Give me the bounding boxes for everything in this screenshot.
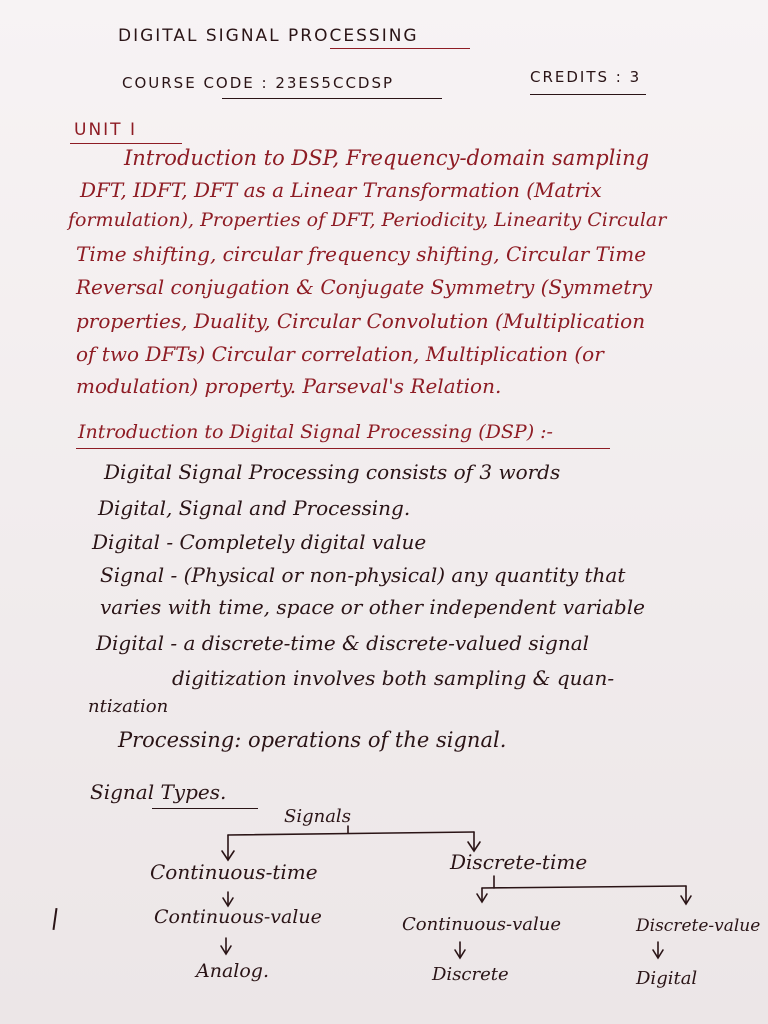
signal-types-heading: Signal Types. [90,780,227,804]
course-code: COURSE CODE : 23ES5CCDSP [122,74,395,92]
unit-heading: UNIT I [74,120,137,140]
intro-line: varies with time, space or other independent variable [100,595,645,619]
tree-discrete-value-label: Discrete-value [636,916,761,936]
page-title: DIGITAL SIGNAL PROCESSING [118,26,419,46]
syllabus-line: Introduction to DSP, Frequency-domain sampling [124,146,650,170]
intro-line: Digital - Completely digital value [92,530,427,554]
syllabus-line: Reversal conjugation & Conjugate Symmetry (Symmetry [76,275,653,299]
intro-line: ntization [88,696,169,717]
intro-line: Digital Signal Processing consists of 3 words [104,460,561,484]
tree-digital-label: Digital [636,968,698,989]
tree-discrete-continuous-value-label: Continuous-value [402,914,562,935]
intro-line: digitization involves both sampling & quan- [172,666,615,690]
syllabus-line: properties, Duality, Circular Convolution (Multiplication [76,309,646,333]
intro-line: Signal - (Physical or non-physical) any quantity that [100,563,626,587]
syllabus-line: Time shifting, circular frequency shifting, Circular Time [76,242,647,266]
syllabus-line: modulation) property. Parseval's Relation. [76,374,502,398]
intro-line: Digital - a discrete-time & discrete-valued signal [96,631,590,655]
syllabus-line: DFT, IDFT, DFT as a Linear Transformation (Matrix [80,178,602,202]
tree-discrete-time-label: Discrete-time [450,850,588,874]
tree-root-label: Signals [284,806,351,827]
intro-line: Processing: operations of the signal. [118,728,507,752]
tree-continuous-time-label: Continuous-time [150,860,318,884]
intro-line: Digital, Signal and Processing. [98,496,411,520]
intro-heading: Introduction to Digital Signal Processing (DSP) :- [78,421,553,443]
credits: CREDITS : 3 [530,68,642,86]
syllabus-line: of two DFTs) Circular correlation, Multiplication (or [76,342,604,366]
tree-discrete-label: Discrete [432,964,509,985]
syllabus-line: formulation), Properties of DFT, Periodicity, Linearity Circular [68,209,667,231]
tree-continuous-value-label: Continuous-value [154,906,322,928]
tree-analog-label: Analog. [196,960,270,982]
